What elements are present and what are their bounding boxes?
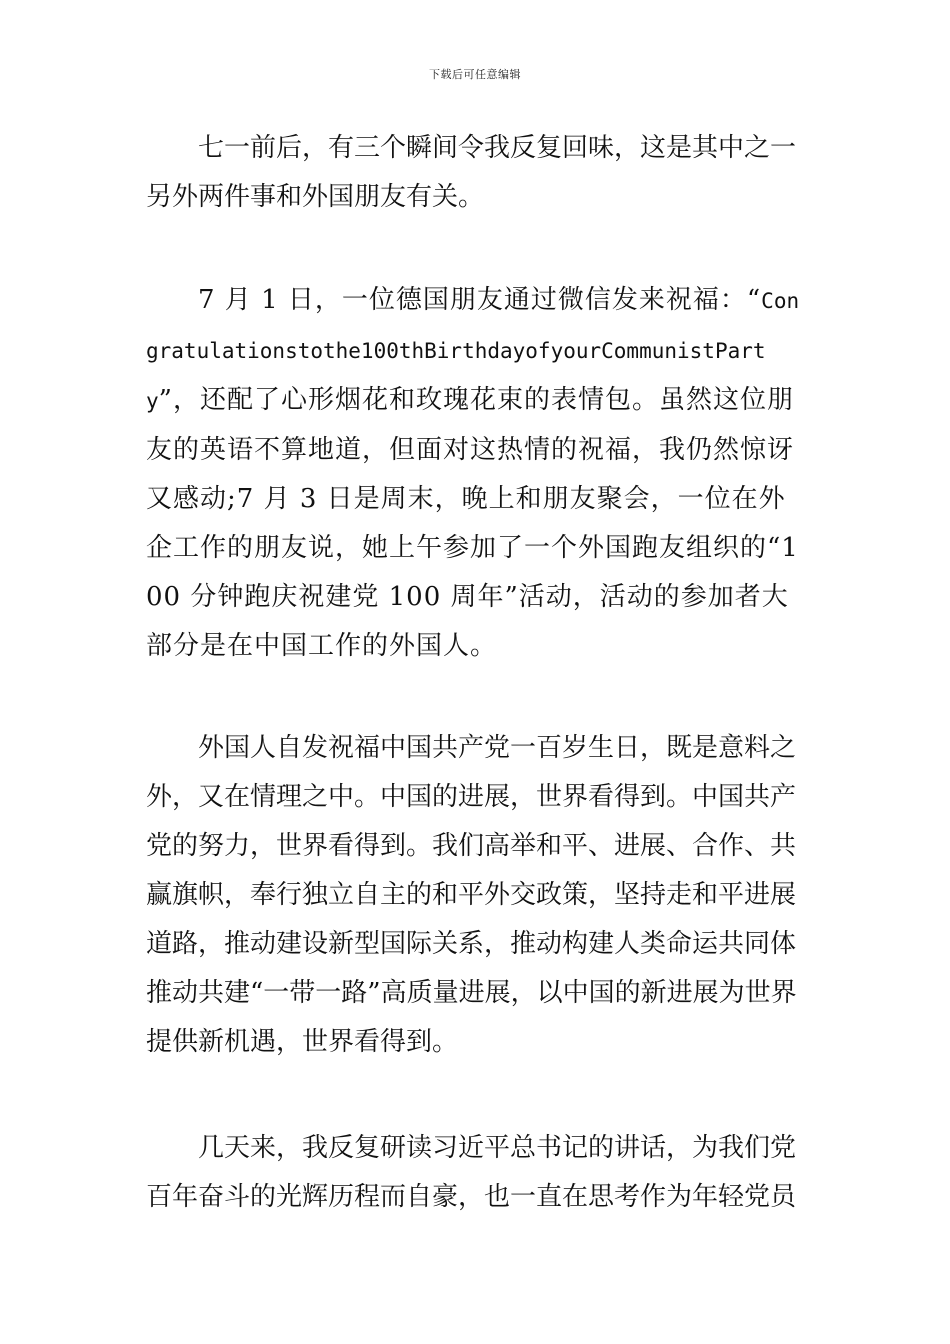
paragraph-2-english-quote: Congratulationstothe100thBirthdayofyourCommunistParty — [146, 289, 800, 413]
paragraph-2-intro: 7 月 1 日，一位德国朋友通过微信发来祝福：“ — [198, 285, 762, 315]
paragraph-2 — [146, 276, 810, 671]
page-header: 下载后可任意编辑 — [429, 68, 521, 81]
paragraph-2-rest: ”，还配了心形烟花和玫瑰花束的表情包。虽然这位朋友的英语不算地道，但面对这热情的祝福，我仍然惊讶又感动;7 月 3 日是周末，晚上和朋友聚会，一位在外企工作的朋友说，她上午参加了一个外国跑友组织的“100 分钟跑庆祝建党 100 周年”活动，活动的参加者大部分是在中国工作的外国人。 — [146, 385, 799, 661]
paragraph-1: 七一前后，有三个瞬间令我反复回味，这是其中之一另外两件事和外国朋友有关。 — [146, 133, 797, 212]
paragraph-3: 外国人自发祝福中国共产党一百岁生日，既是意料之外，又在情理之中。中国的进展，世界看得到。中国共产党的努力，世界看得到。我们高举和平、进展、合作、共赢旗帜，奉行独立自主的和平外交政策，坚持走和平进展道路，推动建设新型国际关系，推动构建人类命运共同体推动共建“一带一路”高质量进展，以中国的新进展为世界提供新机遇，世界看得到。 — [146, 733, 797, 1057]
paragraph-4: 几天来，我反复研读习近平总书记的讲话，为我们党百年奋斗的光辉历程而自豪，也一直在思考作为年轻党员 — [146, 1133, 797, 1212]
